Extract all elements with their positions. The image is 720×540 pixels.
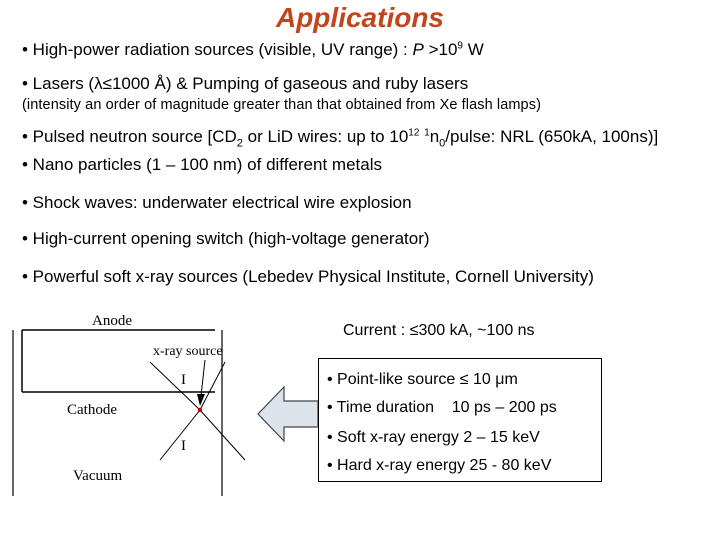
- current-label-lower: I: [181, 438, 186, 454]
- xray-source-label: x-ray source: [153, 344, 223, 359]
- xray-pointer-line: [201, 360, 205, 396]
- bullet-lasers: • Lasers (λ≤1000 Å) & Pumping of gaseous and ruby lasers: [22, 74, 469, 93]
- left-arrow-icon: [256, 385, 320, 443]
- slide-title: Applications: [275, 2, 444, 33]
- spec-source-size: • Point-like source ≤ 10 μm: [327, 371, 518, 388]
- specs-box: [318, 358, 602, 482]
- anode-label: Anode: [92, 313, 132, 329]
- wire-lower-left: [160, 410, 200, 460]
- bullet-xray-sources: • Powerful soft x-ray sources (Lebedev Physical Institute, Cornell University): [22, 267, 594, 286]
- wire-upper-left: [150, 362, 200, 410]
- spec-hard-xray: • Hard x-ray energy 25 - 80 keV: [327, 457, 552, 474]
- bullet-opening-switch: • High-current opening switch (high-voltage generator): [22, 229, 430, 248]
- xray-source-marker: [198, 408, 202, 412]
- current-rating: Current : ≤300 kA, ~100 ns: [343, 322, 535, 339]
- bullet-radiation-sources: • High-power radiation sources (visible, UV range) : $P >10^9$ W: [22, 40, 484, 59]
- bullet-neutron-source: • Pulsed neutron source [$CD_2$ or LiD wires: up to $10^{12}$ $^1n_0$/pulse: NRL (650kA, 100ns)]: [22, 127, 659, 150]
- vacuum-label: Vacuum: [73, 468, 123, 484]
- xray-pointer-arrowhead: [197, 394, 205, 406]
- cathode-label: Cathode: [67, 402, 117, 418]
- lasers-note: (intensity an order of magnitude greater than that obtained from Xe flash lamps): [22, 97, 542, 113]
- spec-time-duration: • Time duration 10 ps – 200 ps: [327, 399, 557, 416]
- current-label-upper: I: [181, 372, 186, 388]
- spec-soft-xray: • Soft x-ray energy 2 – 15 keV: [327, 429, 540, 446]
- bullet-nano-particles: • Nano particles (1 – 100 nm) of different metals: [22, 155, 382, 174]
- bullet-shock-waves: • Shock waves: underwater electrical wire explosion: [22, 193, 412, 212]
